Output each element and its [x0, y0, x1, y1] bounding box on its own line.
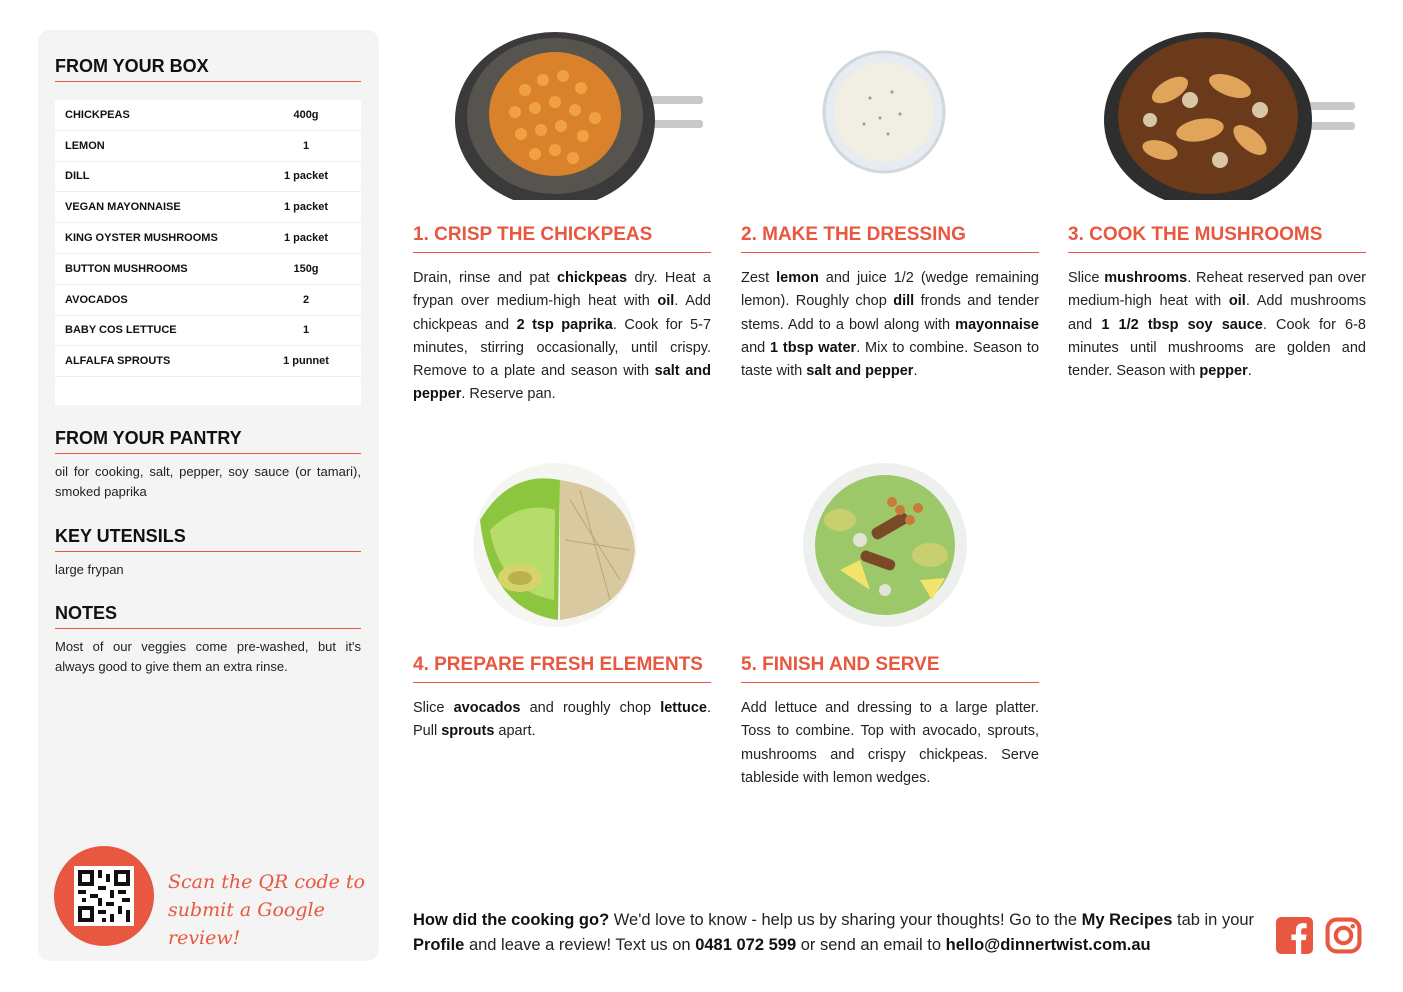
my-recipes-link[interactable]: My Recipes [1081, 911, 1173, 929]
ingredient-row [55, 316, 361, 347]
utensils-text: large frypan [55, 562, 124, 577]
ingredient-highlight: chickpeas [556, 270, 628, 286]
text: or send an email to [796, 936, 946, 954]
pantry-text: oil for cooking, salt, pepper, soy sauce (or tamari), smoked paprika [55, 464, 361, 499]
lettuce-avocado-sprouts-plate-image [470, 460, 640, 630]
ingredient-qty: 150g [293, 262, 319, 275]
finished-salad-plate-image [800, 460, 970, 630]
ingredient-highlight: oil [657, 293, 675, 310]
step-2-title: 2. MAKE THE DRESSING [741, 224, 1039, 253]
text: . Add chickpeas and [413, 293, 711, 333]
notes-heading: NOTES [55, 603, 361, 629]
ingredient-qty: 1 [302, 139, 310, 152]
text: tab in your [1172, 911, 1255, 929]
utensils-heading: KEY UTENSILS [55, 526, 361, 552]
profile-link[interactable]: Profile [413, 936, 465, 954]
step-5-text [741, 697, 1039, 790]
text: . Mix to combine. Season to taste with [741, 339, 1040, 380]
text: . Cook for 5-7 minutes, stirring occasionally, until crispy. Remove to a plate and season with [413, 316, 712, 380]
text: and roughly chop [520, 700, 661, 716]
text: . [1247, 363, 1252, 380]
dill-dressing-bowl-image [820, 48, 950, 178]
ingredient-name: VEGAN MAYONNAISE [65, 201, 181, 214]
ingredient-qty: 1 punnet [283, 355, 329, 368]
phone-link[interactable]: 0481 072 599 [695, 936, 797, 954]
ingredient-row [55, 131, 361, 162]
ingredient-name: BABY COS LETTUCE [65, 324, 177, 337]
ingredient-name: CHICKPEAS [65, 108, 130, 121]
ingredient-qty: 1 [302, 324, 310, 337]
box-heading: FROM YOUR BOX [55, 56, 361, 82]
ingredients-table [55, 100, 361, 405]
qr-code-icon[interactable] [74, 866, 134, 926]
text: and [741, 339, 771, 356]
ingredient-highlight: sprouts [441, 723, 495, 740]
text: Slice [1068, 270, 1105, 286]
notes-text: Most of our veggies come pre-washed, but it's always good to give them an extra rinse. [55, 639, 361, 674]
text: and leave a review! Text us on [464, 936, 696, 954]
text: apart. [494, 723, 536, 740]
step-4-title: 4. PREPARE FRESH ELEMENTS [413, 654, 711, 683]
ingredient-name: DILL [65, 170, 90, 183]
ingredient-qty: 1 packet [283, 170, 329, 183]
ingredient-highlight: pepper [1199, 363, 1248, 380]
chickpeas-in-frypan-image [455, 30, 705, 200]
text: . Add mushrooms and [1068, 293, 1366, 333]
qr-code-badge[interactable] [54, 846, 154, 946]
step-3-text [1068, 267, 1366, 383]
step-4-text [413, 697, 711, 744]
footer-message [413, 908, 1263, 958]
ingredient-highlight: lettuce [660, 700, 707, 716]
ingredient-row [55, 162, 361, 193]
text: Drain, rinse and pat [413, 270, 557, 286]
qr-caption-line1: Scan the QR code to [168, 871, 365, 893]
text: . Reserve pan. [461, 386, 556, 403]
qr-caption-line2: submit a Google review! [168, 899, 325, 949]
ingredient-qty: 1 packet [283, 201, 329, 214]
ingredient-row [55, 192, 361, 223]
ingredient-highlight: 1 tbsp water [770, 339, 857, 356]
ingredient-highlight: salt and pepper [806, 363, 914, 380]
email-link[interactable]: hello@dinnertwist.com.au [945, 936, 1151, 954]
ingredient-row [55, 254, 361, 285]
ingredient-highlight: mayonnaise [955, 316, 1039, 333]
text: . Cook for 6-8 minutes until mushrooms are golden and tender. Season with [1068, 316, 1366, 380]
ingredient-highlight: mushrooms [1104, 270, 1188, 286]
ingredient-highlight: 2 tsp paprika [516, 316, 613, 333]
text: Slice [413, 700, 454, 716]
pantry-heading: FROM YOUR PANTRY [55, 428, 361, 454]
ingredient-name: BUTTON MUSHROOMS [65, 262, 188, 275]
step-1-title: 1. CRISP THE CHICKPEAS [413, 224, 711, 253]
step-1-text [413, 267, 711, 407]
text: Zest [741, 270, 777, 286]
ingredient-name: AVOCADOS [65, 293, 128, 306]
ingredient-highlight: lemon [776, 270, 819, 286]
ingredient-highlight: dill [893, 293, 915, 310]
ingredient-row [55, 346, 361, 377]
mushrooms-in-frypan-image [1100, 30, 1360, 200]
text: and juice 1/2 (wedge remaining lemon). Roughly chop [741, 270, 1039, 310]
facebook-icon[interactable] [1276, 917, 1313, 954]
instagram-icon[interactable] [1325, 917, 1362, 954]
text: dry. Heat a frypan over medium-high heat with [413, 270, 711, 310]
ingredient-highlight: salt and pepper [413, 363, 712, 403]
ingredient-highlight: 1 1/2 tbsp soy sauce [1101, 316, 1263, 333]
step-5-title: 5. FINISH AND SERVE [741, 654, 1039, 683]
text: . [913, 363, 918, 380]
text: Add lettuce and dressing to a large platter. Toss to combine. Top with avocado, sprouts, mushrooms and crispy chickpeas. Serve tableside with lemon wedges. [741, 700, 1039, 786]
ingredient-row [55, 100, 361, 131]
ingredient-qty: 2 [302, 293, 310, 306]
ingredient-row [55, 223, 361, 254]
text: fronds and tender stems. Add to a bowl along with [741, 293, 1039, 333]
text: . Pull [413, 700, 711, 740]
sidebar [38, 30, 379, 961]
footer-question: How did the cooking go? [413, 911, 610, 929]
ingredient-name: ALFALFA SPROUTS [65, 355, 171, 368]
ingredient-qty: 400g [293, 108, 319, 121]
ingredient-highlight: oil [1228, 293, 1246, 310]
step-3-title: 3. COOK THE MUSHROOMS [1068, 224, 1366, 253]
step-2-text [741, 267, 1039, 383]
ingredient-name: LEMON [65, 139, 105, 152]
ingredient-row [55, 285, 361, 316]
text: . Reheat reserved pan over medium-high heat with [1068, 270, 1366, 310]
ingredient-name: KING OYSTER MUSHROOMS [65, 232, 218, 245]
text: We'd love to know - help us by sharing your thoughts! Go to the [609, 911, 1082, 929]
ingredient-highlight: avocados [453, 700, 521, 716]
ingredient-qty: 1 packet [283, 232, 329, 245]
qr-caption [168, 868, 379, 952]
